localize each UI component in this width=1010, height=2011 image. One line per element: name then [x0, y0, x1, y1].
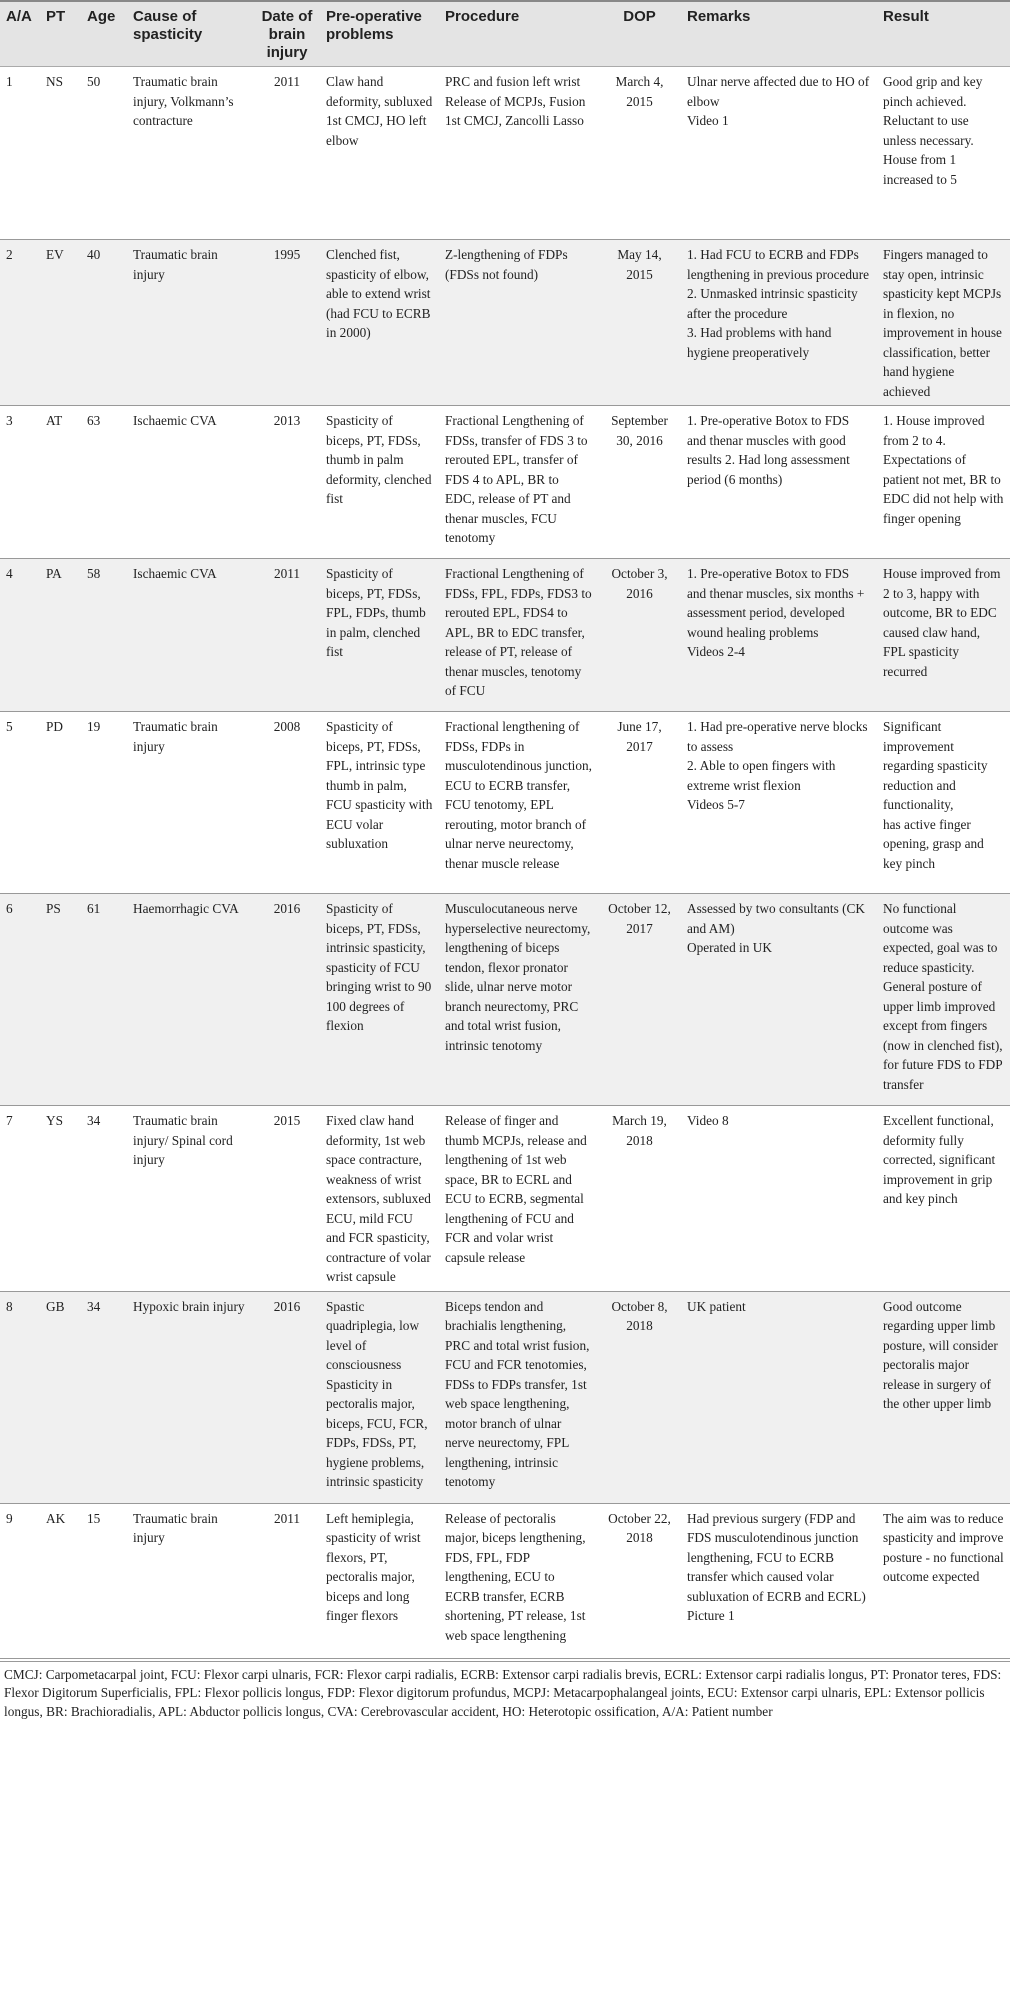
- cell-procedure: Fractional Lengthening of FDSs, transfer of FDS 3 to rerouted EPL, transfer of FDS 4 to APL, BR to EDC, release of PT and thenar muscles, FCU tenotomy: [445, 413, 588, 545]
- cell-age: 19: [87, 719, 101, 734]
- header-result: Result: [877, 1, 1010, 67]
- cell-age: 50: [87, 74, 101, 89]
- cell-procedure: Release of pectoralis major, biceps lengthening, FDS, FPL, FDP lengthening, ECU to ECRB transfer, ECRB shortening, PT release, 1st web space lengthening: [445, 1510, 586, 1643]
- table-row: [0, 894, 1010, 1106]
- table-footnote: CMCJ: Carpometacarpal joint, FCU: Flexor carpi ulnaris, FCR: Flexor carpi radialis, ECRB: Extensor carpi radialis brevis, ECRL: Extensor carpi radialis longus, PT: Pronator teres, FDS: Flexor Digitorum Superficialis, FPL: Flexor pollicis longus, FDP: Flexor digitorum profundus, MCPJ: Metacarpophalangeal joints, ECU: Extensor carpi ulnaris, EPL: Extensor pollicis longus, BR: Brachioradialis, APL: Abductor pollicis longus, CVA: Cerebrovascular accident, HO: Heterotopic ossification, A/A: Patient number: [0, 1661, 1010, 1722]
- cell-dop: June 17, 2017: [617, 719, 662, 754]
- header-cause: Cause of spasticity: [127, 1, 254, 67]
- cell-result: Good grip and key pinch achieved. Reluctant to use unless necessary. House from 1 increased to 5: [883, 74, 983, 187]
- table-row: [0, 1106, 1010, 1292]
- cell-age: 58: [87, 566, 101, 581]
- cell-dop: October 22, 2018: [608, 1510, 671, 1545]
- cell-remarks: Ulnar nerve affected due to HO of elbow Video 1: [687, 74, 870, 128]
- cell-date-of-injury: 2011: [273, 566, 301, 581]
- cell-preop-problems: Fixed claw hand deformity, 1st web space contracture, weakness of wrist extensors, subluxed ECU, mild FCU and FCR spasticity, contracture of volar wrist capsule: [326, 1113, 431, 1284]
- cell-patient-number: 3: [6, 413, 13, 428]
- cell-cause: Traumatic brain injury: [133, 719, 218, 754]
- cell-date-of-injury: 2008: [273, 719, 301, 734]
- cell-remarks: UK patient: [687, 1298, 746, 1314]
- cell-cause: Traumatic brain injury, Volkmann’s contracture: [133, 74, 234, 128]
- cell-result: Good outcome regarding upper limb posture, will consider pectoralis major release in surgery of the other upper limb: [883, 1298, 998, 1411]
- cell-procedure: Fractional Lengthening of FDSs, FPL, FDPs, FDS3 to rerouted EPL, FDS4 to APL, BR to EDC transfer, release of PT, release of thenar muscles, tenotomy of FCU: [445, 566, 592, 698]
- cell-result: No functional outcome was expected, goal was to reduce spasticity. General posture of upper limb improved except from fingers (now in clenched fist), for future FDS to FDP transfer: [883, 901, 1003, 1092]
- cell-cause: Ischaemic CVA: [133, 566, 217, 581]
- table-row: [0, 712, 1010, 894]
- cell-cause: Hypoxic brain injury: [133, 1298, 245, 1314]
- cell-preop-problems: Spasticity of biceps, PT, FDSs, thumb in palm deformity, clenched fist: [326, 413, 432, 506]
- header-pt: PT: [40, 1, 81, 67]
- cell-age: 34: [87, 1113, 101, 1128]
- cell-patient-number: 5: [6, 719, 13, 734]
- cell-preop-problems: Spasticity of biceps, PT, FDSs, FPL, FDPs, thumb in palm, clenched fist: [326, 566, 426, 659]
- cell-patient-initials: YS: [46, 1113, 63, 1128]
- header-dop: DOP: [598, 1, 681, 67]
- cell-remarks: 1. Had FCU to ECRB and FDPs lengthening in previous procedure 2. Unmasked intrinsic spasticity after the procedure 3. Had problems with hand hygiene preoperatively: [687, 247, 870, 360]
- cell-result: Fingers managed to stay open, intrinsic spasticity kept MCPJs in flexion, no improvement in house classification, better hand hygiene achieved: [883, 247, 1002, 399]
- cell-date-of-injury: 2016: [273, 901, 301, 916]
- table-row: [0, 1503, 1010, 1658]
- cell-preop-problems: Claw hand deformity, subluxed 1st CMCJ, HO left elbow: [326, 74, 433, 148]
- header-preop-problems: Pre-operative problems: [320, 1, 439, 67]
- cell-date-of-injury: 2011: [273, 74, 301, 89]
- cell-cause: Traumatic brain injury: [133, 247, 218, 282]
- table-row: [0, 406, 1010, 559]
- cell-patient-number: 9: [6, 1510, 13, 1526]
- cell-age: 61: [87, 901, 101, 916]
- cell-date-of-injury: 2011: [273, 1510, 301, 1526]
- cell-dop: September 30, 2016: [611, 413, 668, 448]
- cell-patient-initials: AK: [46, 1510, 66, 1526]
- cell-age: 40: [87, 247, 101, 262]
- cell-preop-problems: Spasticity of biceps, PT, FDSs, FPL, intrinsic type thumb in palm, FCU spasticity with ECU volar subluxation: [326, 719, 433, 851]
- cell-cause: Haemorrhagic CVA: [133, 901, 239, 916]
- cell-dop: March 4, 2015: [615, 74, 664, 109]
- cell-dop: May 14, 2015: [617, 247, 662, 282]
- cell-dop: October 8, 2018: [611, 1298, 668, 1333]
- table-row: [0, 67, 1010, 240]
- cell-cause: Traumatic brain injury: [133, 1510, 218, 1545]
- cell-date-of-injury: 1995: [273, 247, 301, 262]
- header-procedure: Procedure: [439, 1, 598, 67]
- cell-remarks: Video 8: [687, 1113, 729, 1128]
- cell-patient-number: 7: [6, 1113, 13, 1128]
- cell-result: 1. House improved from 2 to 4. Expectations of patient not met, BR to EDC did not help with finger opening: [883, 413, 1004, 526]
- table-row: [0, 1291, 1010, 1503]
- cell-result: The aim was to reduce spasticity and improve posture - no functional outcome expected: [883, 1510, 1004, 1584]
- cell-patient-initials: EV: [46, 247, 64, 262]
- cell-cause: Traumatic brain injury/ Spinal cord injury: [133, 1113, 233, 1167]
- cell-cause: Ischaemic CVA: [133, 413, 217, 428]
- cell-patient-initials: NS: [46, 74, 63, 89]
- cell-preop-problems: Clenched fist, spasticity of elbow, able to extend wrist (had FCU to ECRB in 2000): [326, 247, 431, 340]
- cell-preop-problems: Spastic quadriplegia, low level of consciousness Spasticity in pectoralis major, biceps, FCU, FCR, FDPs, FDSs, PT, hygiene problems, intrinsic spasticity: [326, 1298, 428, 1489]
- cell-remarks: Had previous surgery (FDP and FDS musculotendinous junction lengthening, FCU to ECRB transfer which caused volar subluxation of ECRB and ECRL) Picture 1: [687, 1510, 866, 1623]
- header-age: Age: [81, 1, 127, 67]
- cell-procedure: Z-lengthening of FDPs (FDSs not found): [445, 247, 568, 282]
- cell-result: House improved from 2 to 3, happy with outcome, BR to EDC caused claw hand, FPL spasticity recurred: [883, 566, 1001, 679]
- cell-remarks: Assessed by two consultants (CK and AM) Operated in UK: [687, 901, 866, 955]
- cell-remarks: 1. Pre-operative Botox to FDS and thenar muscles, six months + assessment period, developed wound healing problems Videos 2-4: [687, 566, 865, 659]
- cell-patient-initials: PD: [46, 719, 63, 734]
- cell-dop: March 19, 2018: [612, 1113, 667, 1148]
- header-remarks: Remarks: [681, 1, 877, 67]
- cell-date-of-injury: 2016: [273, 1298, 301, 1314]
- cell-result: Excellent functional, deformity fully corrected, significant improvement in grip and key pinch: [883, 1113, 996, 1206]
- cell-remarks: 1. Pre-operative Botox to FDS and thenar muscles with good results 2. Had long assessment period (6 months): [687, 413, 850, 487]
- table-row: [0, 559, 1010, 712]
- cell-remarks: 1. Had pre-operative nerve blocks to assess 2. Able to open fingers with extreme wrist flexion Videos 5-7: [687, 719, 868, 812]
- cell-patient-initials: GB: [46, 1298, 65, 1314]
- table-row: [0, 240, 1010, 406]
- cell-procedure: PRC and fusion left wrist Release of MCPJs, Fusion 1st CMCJ, Zancolli Lasso: [445, 74, 586, 128]
- cell-preop-problems: Left hemiplegia, spasticity of wrist flexors, PT, pectoralis major, biceps and long finger flexors: [326, 1510, 421, 1623]
- cell-dop: October 12, 2017: [608, 901, 671, 936]
- cell-procedure: Musculocutaneous nerve hyperselective neurectomy, lengthening of biceps tendon, flexor pronator slide, ulnar nerve motor branch neurectomy, PRC and total wrist fusion, intrinsic tenotomy: [445, 901, 591, 1053]
- table-body: [0, 67, 1010, 1659]
- cell-patient-number: 8: [6, 1298, 13, 1314]
- cell-dop: October 3, 2016: [611, 566, 668, 601]
- cell-patient-initials: AT: [46, 413, 63, 428]
- header-aa: A/A: [0, 1, 40, 67]
- cell-patient-number: 1: [6, 74, 13, 89]
- cell-preop-problems: Spasticity of biceps, PT, FDSs, intrinsic spasticity, spasticity of FCU bringing wrist to 90 100 degrees of flexion: [326, 901, 432, 1033]
- cell-procedure: Fractional lengthening of FDSs, FDPs in musculotendinous junction, ECU to ECRB transfer, FCU tenotomy, EPL rerouting, motor branch of ulnar nerve neurectomy, thenar muscle release: [445, 719, 592, 871]
- header-row: [0, 1, 1010, 67]
- cell-age: 15: [87, 1510, 101, 1526]
- cell-patient-number: 2: [6, 247, 13, 262]
- cell-patient-number: 6: [6, 901, 13, 916]
- header-date-of-injury: Date of brain injury: [254, 1, 320, 67]
- cell-patient-initials: PS: [46, 901, 61, 916]
- cell-age: 34: [87, 1298, 101, 1314]
- cell-patient-initials: PA: [46, 566, 62, 581]
- cell-patient-number: 4: [6, 566, 13, 581]
- table-header: [0, 1, 1010, 67]
- cell-procedure: Release of finger and thumb MCPJs, release and lengthening of 1st web space, BR to ECRL and ECU to ECRB, segmental lengthening of FCU and FCR and volar wrist capsule release: [445, 1113, 587, 1265]
- cell-date-of-injury: 2013: [273, 413, 301, 428]
- cell-procedure: Biceps tendon and brachialis lengthening, PRC and total wrist fusion, FCU and FCR tenotomies, FDSs to FDPs transfer, 1st web space lengthening, motor branch of ulnar nerve neurectomy, FPL lengthening, intrinsic tenotomy: [445, 1298, 590, 1489]
- cell-result: Significant improvement regarding spasticity reduction and functionality, has active finger opening, grasp and key pinch: [883, 719, 988, 871]
- cell-date-of-injury: 2015: [273, 1113, 301, 1128]
- cell-age: 63: [87, 413, 101, 428]
